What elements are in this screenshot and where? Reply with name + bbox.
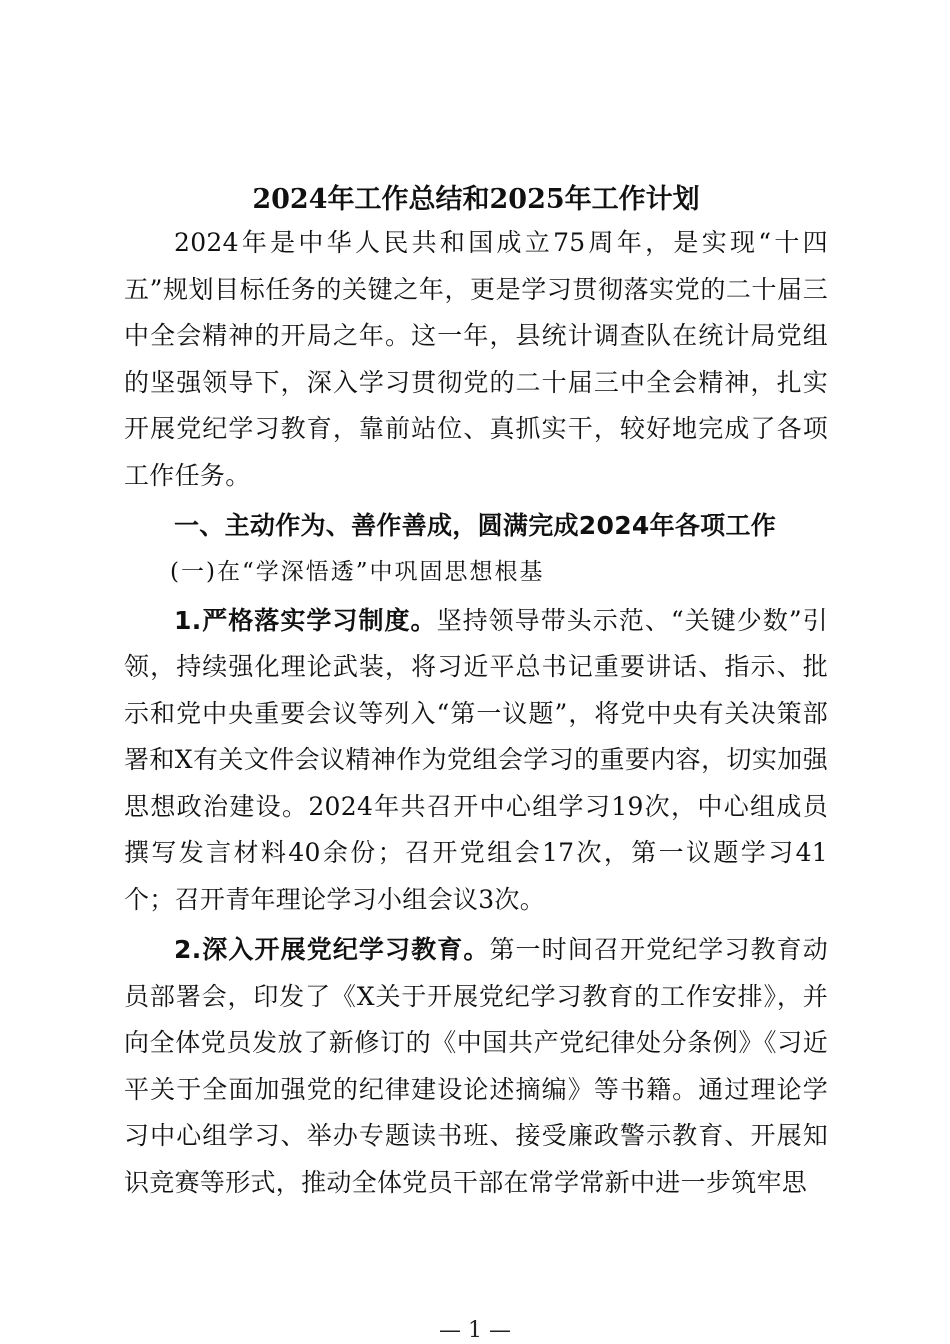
item-2-paragraph: [124, 927, 828, 1206]
section-heading-1: 一、主动作为、善作善成，圆满完成2024年各项工作: [174, 511, 777, 540]
page-number: — 1 —: [439, 1318, 511, 1343]
item-1-lead: 1.严格落实学习制度。: [174, 605, 437, 635]
item-1-body: 坚持领导带头示范、“关键少数”引领，持续强化理论武装，将习近平总书记重要讲话、指示、批示和党中央重要会议等列入“第一议题”，将党中央有关决策部署和X有关文件会议精神作为党组会学习的重要内容，切实加强思想政治建设。2024年共召开中心组学习19次，中心组成员撰写发言材料40余份；召开党组会17次，第一议题学习41个；召开青年理论学习小组会议3次。: [124, 605, 828, 914]
subsection-heading-1: (一)在“学深悟透”中巩固思想根基: [170, 558, 545, 585]
document-title: 2024年工作总结和2025年工作计划: [252, 184, 700, 215]
document-body: [124, 172, 828, 1206]
item-2-body: 第一时间召开党纪学习教育动员部署会，印发了《X关于开展党纪学习教育的工作安排》，并向全体党员发放了新修订的《中国共产党纪律处分条例》《习近平关于全面加强党的纪律建设论述摘编》等书籍。通过理论学习中心组学习、举办专题读书班、接受廉政警示教育、开展知识竞赛等形式，推动全体党员干部在常学常新中进一步筑牢思: [124, 935, 829, 1197]
item-1-paragraph: [124, 598, 828, 924]
item-2-lead: 2.深入开展党纪学习教育。: [174, 935, 490, 964]
intro-paragraph: 2024年是中华人民共和国成立75周年，是实现“十四五”规划目标任务的关键之年，更是学习贯彻落实党的二十届三中全会精神的开局之年。这一年，县统计调查队在统计局党组的坚强领导下，深入学习贯彻党的二十届三中全会精神，扎实开展党纪学习教育，靠前站位、真抓实干，较好地完成了各项工作任务。: [124, 228, 828, 490]
